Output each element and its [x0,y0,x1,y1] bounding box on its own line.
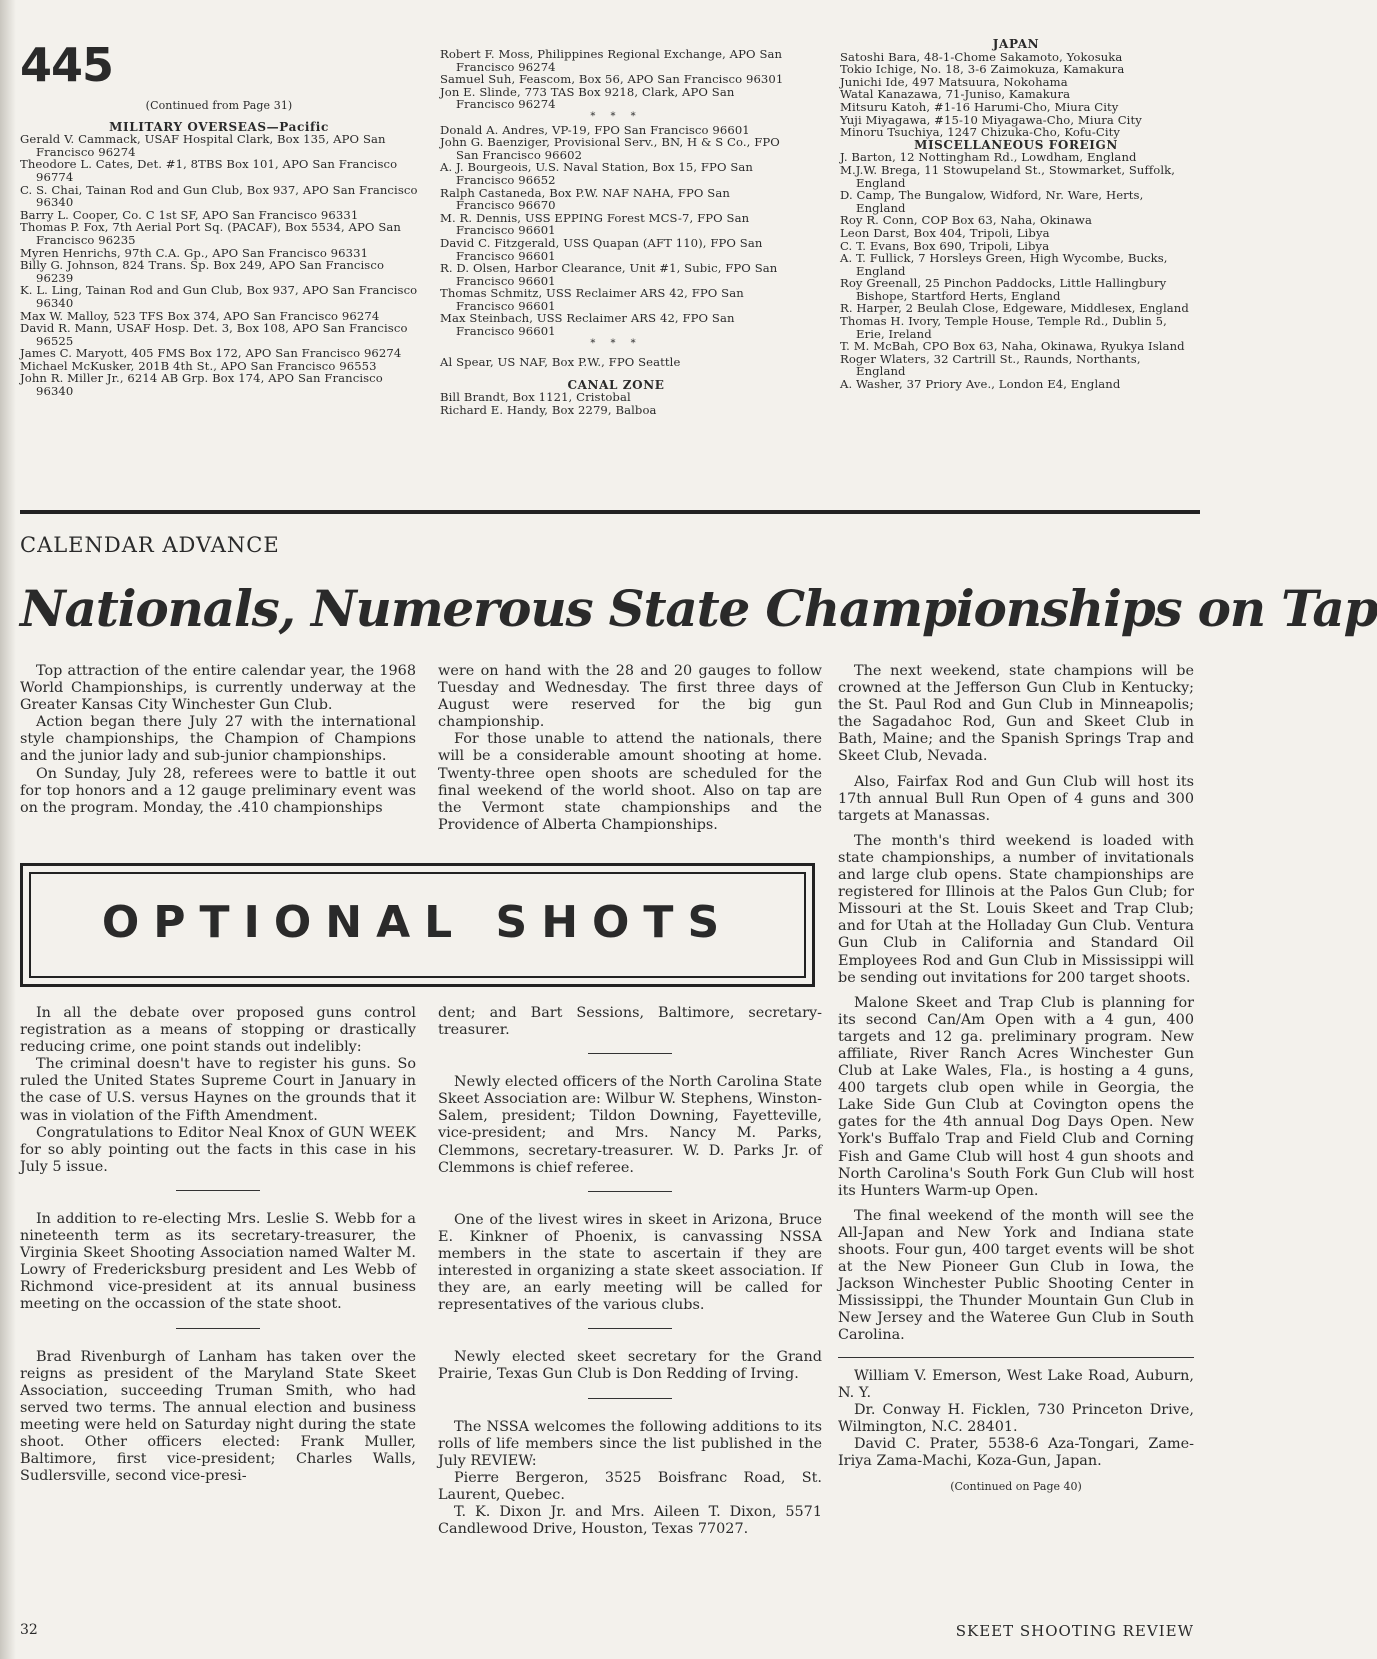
optional-shots-title: OPTIONAL SHOTS [101,897,734,948]
optional-paragraph: Brad Rivenburgh of Lanham has taken over the reigns as president of the Maryland State Skeet Association, succeeding Truman Smith, who had served two terms. The annual election and business meeting were held on Saturday night during the state shoot. Other officers elected: Frank Muller, Baltimore, first vice-president; Charles Walls, Sudlersville, second vice-presi- [20,1348,416,1485]
address-entry: Al Spear, US NAF, Box P.W., FPO Seattle [440,355,681,370]
address-entry: C. T. Evans, Box 690, Tripoli, Libya [840,238,1050,253]
continued-on: (Continued on Page 40) [950,1480,1082,1494]
calendar-paragraph: For those unable to attend the nationals, there will be a considerable amount shooting at home. Twenty-three open shoots are scheduled for the final weekend of the world shoot. Also on tap are the Vermont state championships and the Providence of Alberta Championships. [438,731,822,833]
address-paragraph: William V. Emerson, West Lake Road, Auburn, N. Y. [838,1367,1194,1401]
calendar-paragraph: Also, Fairfax Rod and Gun Club will host its 17th annual Bull Run Open of 4 guns and 300 targets at Manassas. [838,773,1194,824]
optional-column-1 [20,1005,416,1485]
address-entry: R. Harper, 2 Beulah Close, Edgeware, Middlesex, England [840,301,1189,316]
optional-paragraph: The NSSA welcomes the following additions to its rolls of life members since the list published in the July REVIEW: [438,1418,822,1469]
address-entry: M.J.W. Brega, 11 Stowupeland St., Stowmarket, Suffolk, England [840,162,1176,190]
address-entry: Leon Darst, Box 404, Tripoli, Libya [840,225,1050,240]
calendar-paragraph: The final weekend of the month will see the All-Japan and New York and Indiana state shoots. Four gun, 400 target events will be shot at the New Pioneer Gun Club in Iowa, the Jackson Winchester Public Shooting Center in Mississippi, the Thunder Mountain Gun Club in New Jersey and the Wateree Gun Club in South Carolina. [838,1207,1194,1344]
address-entry: Barry L. Cooper, Co. C 1st SF, APO San Francisco 96331 [20,207,359,222]
page-number: 32 [20,1622,38,1638]
address-entry: K. L. Ling, Tainan Rod and Gun Club, Box 937, APO San Francisco 96340 [20,283,418,310]
address-entry: Roger Wlaters, 32 Cartrill St., Raunds, Northants, England [840,351,1141,379]
address-entry: Tokio Ichige, No. 18, 3-6 Zaimokuza, Kamakura [840,62,1125,77]
binding-edge [0,0,16,1659]
optional-paragraph: The criminal doesn't have to register his guns. So ruled the United States Supreme Court in January in the case of U.S. versus Haynes on the grounds that it was in violation of the Fifth Amendment. [20,1056,416,1124]
optional-paragraph: In all the debate over proposed guns control registration as a means of stopping or drastically reducing crime, one point stands out indelibly: [20,1005,416,1056]
canal-zone-header: CANAL ZONE [567,377,665,392]
address-entry: Robert F. Moss, Philippines Regional Exchange, APO San Francisco 96274 [440,47,783,74]
address-entry: David R. Mann, USAF Hosp. Det. 3, Box 108, APO San Francisco 96525 [20,321,408,348]
address-entry: Watal Kanazawa, 71-Juniso, Kamakura [840,87,1071,102]
continued-from: (Continued from Page 31) [145,99,293,112]
address-entry: Myren Henrichs, 97th C.A. Gp., APO San Francisco 96331 [20,245,369,260]
address-entry: Satoshi Bara, 48-1-Chome Sakamoto, Yokosuka [840,49,1123,64]
address-entry: A. Washer, 37 Priory Ave., London E4, England [840,377,1121,392]
optional-column-2 [438,1005,822,1538]
address-entry: Bill Brandt, Box 1121, Cristobal [440,390,631,405]
calendar-paragraph: The month's third weekend is loaded with state championships, a number of invitationals and large club opens. State championships are registered for Illinois at the Palos Gun Club; for Missouri at the St. Louis Skeet and Trap Club; and for Utah at the Holladay Gun Club. Ventura Gun Club in California and Standard Oil Employees Rod and Gun Club in Mississippi will be sending out invitations for 200 target shoots. [838,832,1194,986]
section-divider-rule [20,510,1200,514]
address-entry: T. M. McBah, CPO Box 63, Naha, Okinawa, Ryukya Island [840,339,1185,354]
address-entry: Roy Greenall, 25 Pinchon Paddocks, Little Hallingbury Bishope, Startford Herts, England [840,276,1167,303]
issue-number: 445 [20,38,114,92]
address-entry: John G. Baenziger, Provisional Serv., BN, H & S Co., FPO San Francisco 96602 [440,135,780,162]
calendar-advance-label: CALENDAR ADVANCE [20,533,280,557]
address-entry: Samuel Suh, Feascom, Box 56, APO San Francisco 96301 [440,72,784,87]
address-entry: Theodore L. Cates, Det. #1, 8TBS Box 101, APO San Francisco 96774 [20,157,398,184]
address-entry: A. J. Bourgeois, U.S. Naval Station, Box 15, FPO San Francisco 96652 [440,160,753,187]
calendar-paragraph: On Sunday, July 28, referees were to battle it out for top honors and a 12 gauge preliminary event was on the program. Monday, the .410 championships [20,765,416,816]
item-divider [588,1328,672,1329]
address-entry: M. R. Dennis, USS EPPING Forest MCS-7, FPO San Francisco 96601 [440,210,750,238]
address-column-3 [840,38,1192,391]
address-paragraph: Dr. Conway H. Ficklen, 730 Princeton Drive, Wilmington, N.C. 28401. [838,1401,1194,1435]
calendar-paragraph: Action began there July 27 with the international style championships, the Champion of Champions and the junior lady and sub-junior championships. [20,714,416,765]
item-divider [176,1328,260,1329]
item-divider [588,1053,672,1054]
calendar-paragraph: Malone Skeet and Trap Club is planning for its second Can/Am Open with a 4 gun, 400 targets and 12 ga. preliminary program. New affiliate, River Ranch Acres Winchester Gun Club at Lake Wales, Fla., is hosting a 4 guns, 400 targets club open while in Georgia, the Lake Side Gun Club at Covington opens the gates for the 4th annual Dog Days Open. New York's Buffalo Trap and Field Club and Corning Fish and Game Club will host 4 gun shoots and North Carolina's South Fork Gun Club will host its Hunters Warm-up Open. [838,994,1194,1199]
address-entry: Thomas Schmitz, USS Reclaimer ARS 42, FPO San Francisco 96601 [440,286,744,313]
address-entry: Ralph Castaneda, Box P.W. NAF NAHA, FPO San Francisco 96670 [440,185,730,213]
address-entry: R. D. Olsen, Harbor Clearance, Unit #1, Subic, FPO San Francisco 96601 [440,261,778,288]
address-entry: Donald A. Andres, VP-19, FPO San Francisco 96601 [440,122,750,137]
address-entry: A. T. Fullick, 7 Horsleys Green, High Wycombe, Bucks, England [840,251,1168,278]
optional-paragraph: Pierre Bergeron, 3525 Boisfranc Road, St. Laurent, Quebec. [438,1469,822,1503]
address-entry: Junichi Ide, 497 Matsuura, Nokohama [840,74,1068,89]
calendar-column-3 [838,663,1194,1495]
address-entry: Yuji Miyagawa, #15-10 Miyagawa-Cho, Miura City [840,112,1142,127]
address-entry: Michael McKusker, 201B 4th St., APO San Francisco 96553 [20,358,377,373]
item-divider [176,1190,260,1191]
address-entry: Thomas P. Fox, 7th Aerial Port Sq. (PACAF), Box 5534, APO San Francisco 96235 [20,220,401,247]
address-entry: John R. Miller Jr., 6214 AB Grp. Box 174, APO San Francisco 96340 [20,371,383,399]
separator-stars: * * * [590,110,642,122]
optional-shots-box [20,863,815,987]
calendar-headline: Nationals, Numerous State Championships on Tap [20,579,1377,638]
misc-foreign-header: MISCELLANEOUS FOREIGN [914,137,1118,152]
calendar-column-2 [438,663,822,834]
address-entry: Jon E. Slinde, 773 TAS Box 9218, Clark, APO San Francisco 96274 [440,84,735,112]
address-entry: Richard E. Handy, Box 2279, Balboa [440,403,657,418]
address-entry: D. Camp, The Bungalow, Widford, Nr. Ware, Herts, England [840,188,1144,215]
address-entry: J. Barton, 12 Nottingham Rd., Lowdham, England [840,150,1137,165]
address-entry: Mitsuru Katoh, #1-16 Harumi-Cho, Miura City [840,99,1119,114]
optional-paragraph: Newly elected skeet secretary for the Grand Prairie, Texas Gun Club is Don Redding of Irving. [438,1349,822,1383]
item-divider [588,1398,672,1399]
address-entry: Roy R. Conn, COP Box 63, Naha, Okinawa [840,213,1092,228]
magazine-name: SKEET SHOOTING REVIEW [955,1622,1194,1640]
address-entry: Billy G. Johnson, 824 Trans. Sp. Box 249, APO San Francisco 96239 [20,258,385,285]
address-entry: Minoru Tsuchiya, 1247 Chizuka-Cho, Kofu-City [840,125,1121,140]
address-entry: C. S. Chai, Tainan Rod and Gun Club, Box 937, APO San Francisco 96340 [20,182,418,210]
optional-paragraph: In addition to re-electing Mrs. Leslie S. Webb for a nineteenth term as its secretary-treasurer, the Virginia Skeet Shooting Association named Walter M. Lowry of Fredericksburg president and Les Webb of Richmond vice-president at its annual business meeting on the occassion of the state shoot. [20,1210,416,1313]
address-entry: James C. Maryott, 405 FMS Box 172, APO San Francisco 96274 [20,346,402,361]
calendar-column-1 [20,663,416,817]
address-entry: Max Steinbach, USS Reclaimer ARS 42, FPO San Francisco 96601 [440,311,735,339]
japan-header: JAPAN [992,37,1040,51]
calendar-paragraph: were on hand with the 28 and 20 gauges to follow Tuesday and Wednesday. The first three days of August were reserved for the big gun championship. [438,663,822,731]
address-paragraph: David C. Prater, 5538-6 Aza-Tongari, Zame-Iriya Zama-Machi, Koza-Gun, Japan. [838,1435,1194,1470]
optional-paragraph: One of the livest wires in skeet in Arizona, Bruce E. Kinkner of Phoenix, is canvassing NSSA members in the state to ascertain if they are interested in organizing a state skeet association. If they are, an early meeting will be called for representatives of the various clubs. [438,1211,822,1314]
separator-stars: * * * [590,337,642,349]
optional-paragraph: T. K. Dixon Jr. and Mrs. Aileen T. Dixon, 5571 Candlewood Drive, Houston, Texas 77027. [438,1503,822,1538]
address-column-1 [20,100,418,398]
calendar-paragraph: Top attraction of the entire calendar year, the 1968 World Championships, is currently underway at the Greater Kansas City Winchester Gun Club. [20,663,416,714]
address-entry: Max W. Malloy, 523 TFS Box 374, APO San Francisco 96274 [20,308,380,323]
address-entry: Thomas H. Ivory, Temple House, Temple Rd., Dublin 5, Erie, Ireland [840,314,1167,341]
address-entry: Gerald V. Cammack, USAF Hospital Clark, Box 135, APO San Francisco 96274 [20,132,386,159]
optional-paragraph: dent; and Bart Sessions, Baltimore, secretary-treasurer. [438,1005,822,1039]
calendar-paragraph: The next weekend, state champions will be crowned at the Jefferson Gun Club in Kentucky; the St. Paul Rod and Gun Club in Minneapolis; the Sagadahoc Rod, Gun and Skeet Club in Bath, Maine; and the Spanish Springs Trap and Skeet Club, Nevada. [838,663,1194,765]
column-rule [838,1357,1194,1358]
optional-paragraph: Newly elected officers of the North Carolina State Skeet Association are: Wilbur W. Stephens, Winston-Salem, president; Tildon Downing, Fayetteville, vice-president; and Mrs. Nancy M. Parks, Clemmons, secretary-treasurer. W. D. Parks Jr. of Clemmons is chief referee. [438,1074,822,1176]
military-header: MILITARY OVERSEAS—Pacific [109,119,329,134]
address-column-2 [440,48,792,417]
optional-paragraph: Congratulations to Editor Neal Knox of GUN WEEK for so ably pointing out the facts in this case in his July 5 issue. [20,1124,416,1175]
item-divider [588,1191,672,1192]
address-entry: David C. Fitzgerald, USS Quapan (AFT 110), FPO San Francisco 96601 [440,235,763,263]
